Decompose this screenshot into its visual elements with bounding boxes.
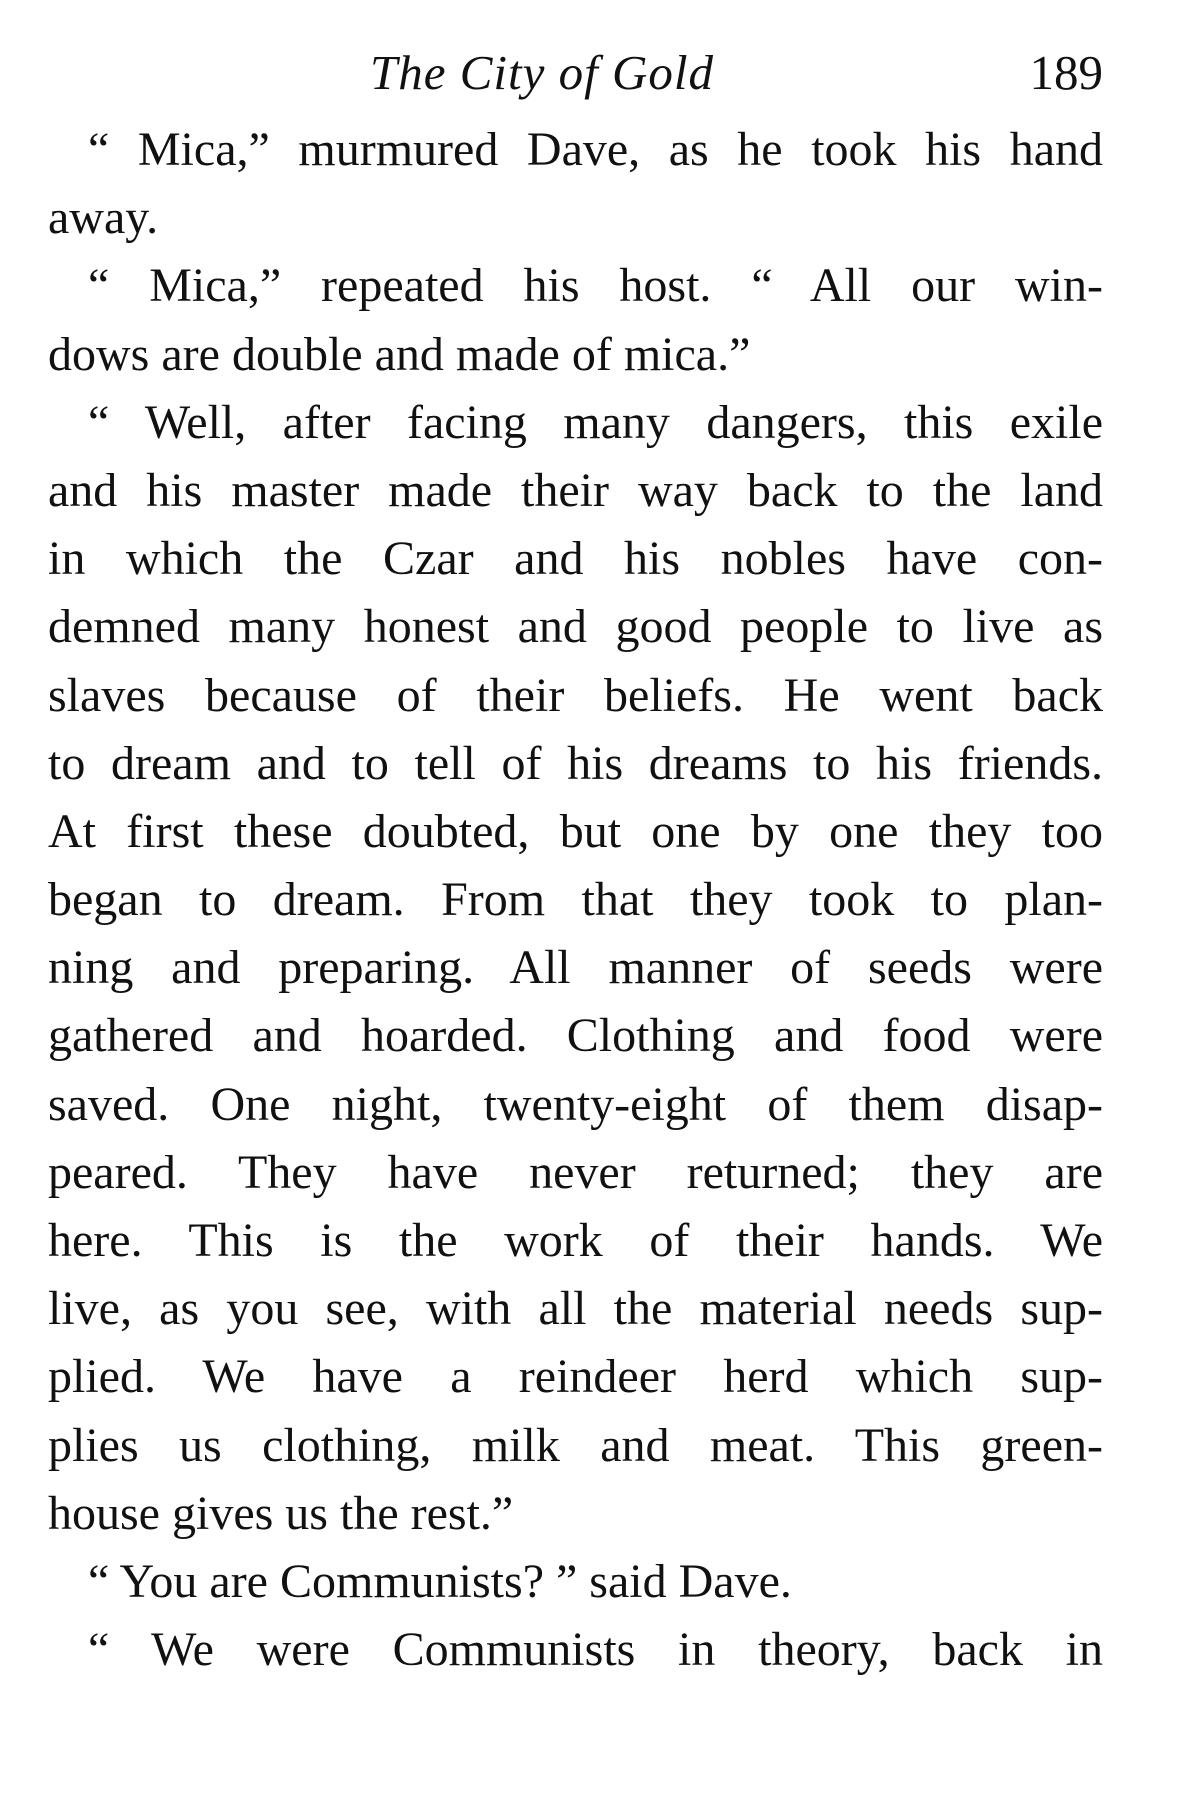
text-line: At first these doubted, but one by one they too bbox=[48, 804, 1103, 858]
text-line: plies us clothing, milk and meat. This green- bbox=[48, 1418, 1103, 1472]
page-number: 189 bbox=[1029, 45, 1103, 100]
text-line: gathered and hoarded. Clothing and food were bbox=[48, 1009, 1103, 1063]
text-line: “ We were Communists in theory, back in bbox=[88, 1623, 1103, 1677]
text-line: saved. One night, twenty-eight of them disap- bbox=[48, 1077, 1103, 1131]
text-line: “ You are Communists? ” said Dave. bbox=[88, 1554, 792, 1608]
text-line: house gives us the rest.” bbox=[48, 1486, 514, 1540]
text-line: demned many honest and good people to live as bbox=[48, 600, 1103, 654]
text-line: plied. We have a reindeer herd which sup- bbox=[48, 1350, 1103, 1404]
text-line: “ Mica,” murmured Dave, as he took his hand bbox=[88, 123, 1103, 176]
text-line: live, as you see, with all the material needs sup- bbox=[48, 1282, 1103, 1336]
text-line: away. bbox=[48, 191, 159, 245]
text-line: here. This is the work of their hands. We bbox=[48, 1214, 1103, 1267]
text-line: in which the Czar and his nobles have con- bbox=[48, 532, 1103, 586]
text-line: began to dream. From that they took to plan- bbox=[48, 873, 1103, 927]
text-line: peared. They have never returned; they are bbox=[48, 1145, 1103, 1199]
text-line: dows are double and made of mica.” bbox=[48, 327, 751, 381]
text-line: “ Well, after facing many dangers, this exile bbox=[88, 395, 1103, 449]
running-title: The City of Gold bbox=[370, 45, 715, 100]
text-line: to dream and to tell of his dreams to his friends. bbox=[48, 736, 1103, 790]
text-line: “ Mica,” repeated his host. “ All our win- bbox=[88, 259, 1103, 313]
text-line: and his master made their way back to the land bbox=[48, 463, 1103, 517]
running-head bbox=[48, 36, 1103, 106]
text-line: slaves because of their beliefs. He went back bbox=[48, 668, 1103, 722]
text-line: ning and preparing. All manner of seeds were bbox=[48, 941, 1103, 995]
body-text bbox=[48, 116, 1103, 1684]
